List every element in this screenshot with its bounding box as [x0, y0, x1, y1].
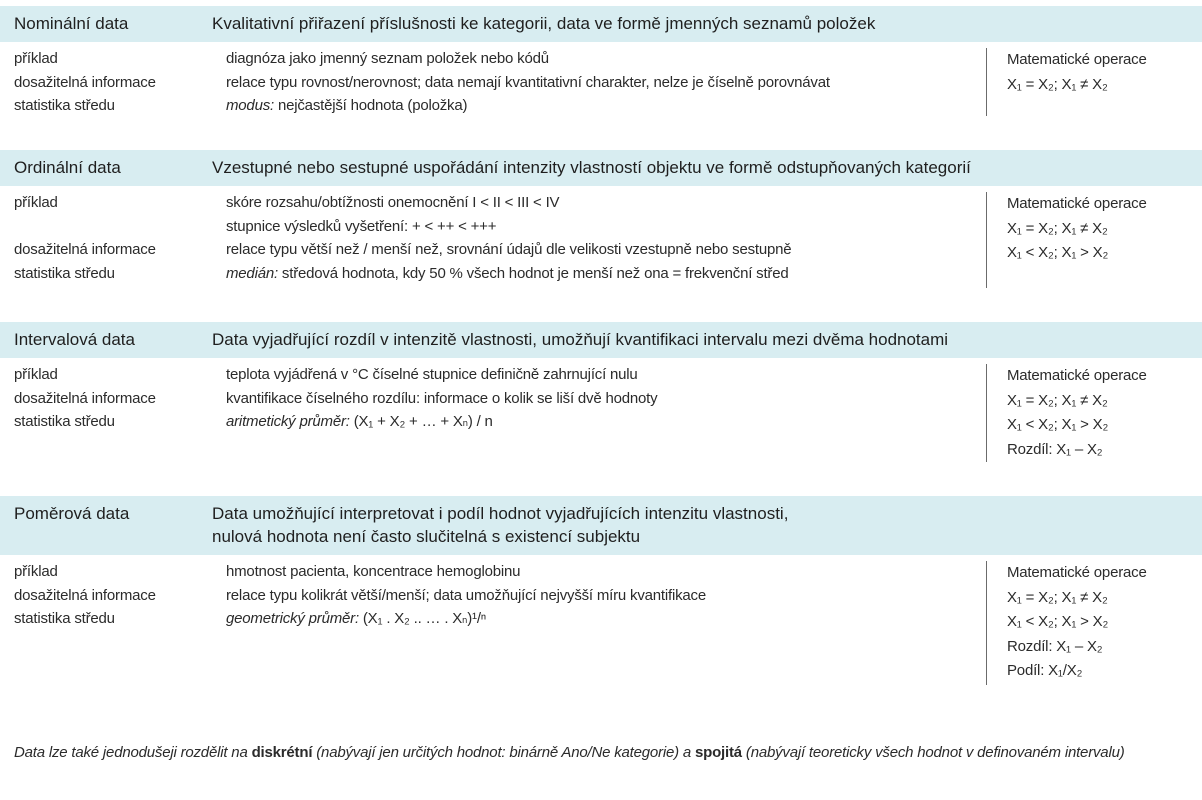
ops-line: Rozdíl: X₁ – X₂ — [1007, 637, 1103, 655]
section-title: Ordinální data — [14, 158, 121, 177]
row-label: příklad — [14, 50, 58, 67]
ops-title: Matematické operace — [1007, 195, 1147, 212]
section-ratio — [0, 496, 1202, 696]
row-value: stupnice výsledků vyšetření: + < ++ < +++ — [226, 217, 497, 235]
math-operations — [986, 364, 1147, 462]
ops-line: X₁ = X₂; X₁ ≠ X₂ — [1007, 219, 1108, 237]
row-label: statistika středu — [14, 97, 115, 114]
ops-title: Matematické operace — [1007, 51, 1147, 68]
ops-title: Matematické operace — [1007, 367, 1147, 384]
footnote-term-discrete: diskrétní — [251, 744, 313, 761]
math-operations — [986, 48, 1147, 116]
section-body — [0, 186, 1202, 285]
section-body — [0, 555, 1202, 679]
row-value: diagnóza jako jmenný seznam položek nebo kódů — [226, 50, 549, 67]
ops-line: X₁ = X₂; X₁ ≠ X₂ — [1007, 75, 1108, 93]
footnote-text: (nabývají jen určitých hodnot: binárně Ano/Ne kategorie) a — [312, 744, 695, 761]
row-value-term: medián: — [226, 264, 278, 282]
row-value-text: středová hodnota, kdy 50 % všech hodnot je menší než ona = frekvenční střed — [277, 264, 789, 282]
row-value — [226, 262, 986, 286]
row-label: příklad — [14, 194, 58, 211]
section-title: Intervalová data — [14, 330, 135, 349]
row-value — [226, 94, 986, 118]
section-body — [0, 358, 1202, 458]
section-description: Data vyjadřující rozdíl v intenzitě vlastnosti, umožňují kvantifikaci intervalu mezi dvěma hodnotami — [212, 330, 949, 349]
section-header — [0, 322, 1202, 358]
row-label: statistika středu — [14, 264, 115, 282]
section-nominal — [0, 6, 1202, 136]
row-value: relace typu rovnost/nerovnost; data nemají kvantitativní charakter, nelze je číselně porovnávat — [226, 73, 830, 91]
row-value-text: nejčastější hodnota (položka) — [274, 97, 468, 114]
ops-line: X₁ = X₂; X₁ ≠ X₂ — [1007, 391, 1108, 409]
row-value-text: (X₁ + X₂ + … + Xₙ) / n — [349, 413, 493, 430]
section-description: Kvalitativní přiřazení příslušnosti ke kategorii, data ve formě jmenných seznamů položek — [212, 14, 876, 33]
row-value-term: geometrický průměr: — [226, 610, 359, 627]
ops-title: Matematické operace — [1007, 564, 1147, 581]
row-value: relace typu kolikrát větší/menší; data umožňující nejvyšší míru kvantifikace — [226, 586, 706, 604]
section-description: Vzestupné nebo sestupné uspořádání intenzity vlastností objektu ve formě odstupňovaných kategorií — [212, 158, 971, 177]
section-header — [0, 150, 1202, 186]
row-label: příklad — [14, 366, 58, 383]
section-title: Poměrová data — [14, 504, 130, 523]
footnote — [14, 742, 1174, 764]
row-label: dosažitelná informace — [14, 586, 156, 604]
section-interval — [0, 322, 1202, 482]
ops-line: Rozdíl: X₁ – X₂ — [1007, 440, 1103, 458]
section-body — [0, 42, 1202, 118]
section-header — [0, 496, 1202, 555]
math-operations — [986, 561, 1147, 685]
footnote-text: (nabývají teoreticky všech hodnot v definovaném intervalu) — [741, 744, 1125, 761]
row-value-term: modus: — [226, 97, 274, 114]
row-label: dosažitelná informace — [14, 73, 156, 91]
row-value: kvantifikace číselného rozdílu: informace o kolik se liší dvě hodnoty — [226, 389, 658, 407]
math-operations — [986, 192, 1147, 288]
section-description — [212, 502, 1202, 548]
row-value-term: aritmetický průměr: — [226, 413, 350, 430]
row-label — [14, 215, 226, 239]
section-ordinal — [0, 150, 1202, 308]
ops-line: Podíl: X₁/X₂ — [1007, 662, 1083, 679]
footnote-text: Data lze také jednodušeji rozdělit na — [14, 744, 252, 761]
ops-line: X₁ < X₂; X₁ > X₂ — [1007, 244, 1109, 261]
row-label: statistika středu — [14, 610, 115, 627]
row-label: dosažitelná informace — [14, 241, 156, 258]
ops-line: X₁ = X₂; X₁ ≠ X₂ — [1007, 588, 1108, 606]
ops-line: X₁ < X₂; X₁ > X₂ — [1007, 613, 1109, 630]
row-value — [226, 410, 986, 434]
section-header — [0, 6, 1202, 42]
section-description-line: Data umožňující interpretovat i podíl hodnot vyjadřujících intenzitu vlastnosti, — [212, 504, 789, 523]
row-value: teplota vyjádřená v °C číselné stupnice definičně zahrnující nulu — [226, 366, 638, 383]
row-label: statistika středu — [14, 413, 115, 430]
row-label: příklad — [14, 563, 58, 580]
row-value: hmotnost pacienta, koncentrace hemoglobinu — [226, 563, 521, 580]
row-value — [226, 607, 986, 631]
ops-line: X₁ < X₂; X₁ > X₂ — [1007, 416, 1109, 433]
row-value-text: (X₁ . X₂ .. … . Xₙ)¹/ⁿ — [358, 610, 487, 627]
section-title: Nominální data — [14, 14, 129, 33]
row-value: skóre rozsahu/obtížnosti onemocnění I < II < III < IV — [226, 194, 560, 211]
row-label: dosažitelná informace — [14, 389, 156, 407]
footnote-term-continuous: spojitá — [694, 744, 742, 761]
section-description-line: nulová hodnota není často slučitelná s existencí subjektu — [212, 527, 641, 546]
row-value: relace typu větší než / menší než, srovnání údajů dle velikosti vzestupně nebo sestupně — [226, 241, 792, 258]
